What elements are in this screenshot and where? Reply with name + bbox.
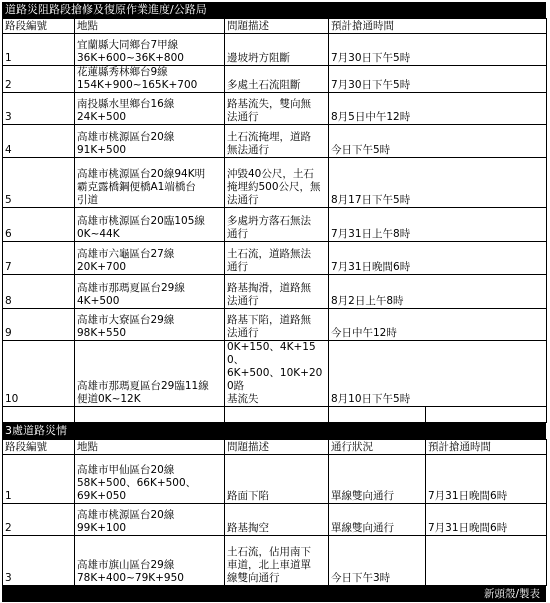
location: 高雄市旗山區台29線 78K+400~79K+950 [75, 536, 225, 586]
section2-title: 3處道路災情 [2, 423, 546, 439]
table-row [3, 125, 547, 158]
table-row [3, 341, 547, 407]
road-damage-table [2, 439, 547, 586]
spacer-row [3, 407, 547, 423]
eta: 7月31日上午8時 [329, 208, 547, 242]
eta: 8月10日下午5時 [329, 341, 547, 407]
table-row [3, 34, 547, 66]
segment-no: 3 [3, 93, 75, 125]
issue: 土石流，道路無法 通行 [225, 242, 329, 275]
header-location: 地點 [75, 19, 225, 34]
eta: 7月31日晚間6時 [329, 242, 547, 275]
eta: 7月30日下午5時 [329, 66, 547, 93]
table-row [3, 455, 547, 504]
location: 南投縣水里鄉台16線 24K+500 [75, 93, 225, 125]
issue: 多處土石流阻斷 [225, 66, 329, 93]
segment-no: 3 [3, 536, 75, 586]
segment-no: 9 [3, 309, 75, 341]
segment-no: 1 [3, 455, 75, 504]
segment-no: 2 [3, 504, 75, 536]
segment-no: 2 [3, 66, 75, 93]
empty-cell [75, 407, 225, 423]
issue: 路基下陷，道路無 法通行 [225, 309, 329, 341]
header-eta: 預計搶通時間 [329, 19, 547, 34]
issue: 土石流掩埋，道路 無法通行 [225, 125, 329, 158]
location: 花蓮縣秀林鄉台9線 154K+900~165K+700 [75, 66, 225, 93]
header-segment-no: 路段編號 [3, 19, 75, 34]
header-row [3, 19, 547, 34]
location: 宜蘭縣大同鄉台7甲線 36K+600~36K+800 [75, 34, 225, 66]
table-row [3, 66, 547, 93]
eta: 今日中午12時 [329, 309, 547, 341]
section1-title: 道路災阻路段搶修及復原作業進度/公路局 [2, 2, 546, 18]
traffic-status: 單線雙向通行 [329, 455, 426, 504]
issue: 0K+150、4K+150、 6K+500、10K+200路 基流失 [225, 341, 329, 407]
header-segment-no: 路段編號 [3, 440, 75, 455]
segment-no: 4 [3, 125, 75, 158]
location: 高雄市那瑪夏區台29臨11線 便道0K~12K [75, 341, 225, 407]
location: 高雄市桃源區台20線 99K+100 [75, 504, 225, 536]
eta: 8月2日上午8時 [329, 275, 547, 309]
issue: 路基掏空 [225, 504, 329, 536]
segment-no: 5 [3, 158, 75, 208]
table-row [3, 309, 547, 341]
location: 高雄市桃源區台20臨105線 0K~44K [75, 208, 225, 242]
header-issue: 問題描述 [225, 440, 329, 455]
segment-no: 1 [3, 34, 75, 66]
issue: 多處坍方落石無法 通行 [225, 208, 329, 242]
issue: 路基流失，雙向無 法通行 [225, 93, 329, 125]
issue: 土石流，佔用南下 車道，北上車道單 線雙向通行 [225, 536, 329, 586]
location: 高雄市桃源區台20線94K明 霸克露橋鋼便橋A1端橋台 引道 [75, 158, 225, 208]
eta: 7月31日晚間6時 [426, 504, 547, 536]
traffic-status: 單線雙向通行 [329, 504, 426, 536]
issue: 路面下陷 [225, 455, 329, 504]
eta: 8月17日下午5時 [329, 158, 547, 208]
table-row [3, 275, 547, 309]
header-location: 地點 [75, 440, 225, 455]
traffic-status: 今日下午3時 [329, 536, 426, 586]
table-row [3, 242, 547, 275]
source-credit: 新頭殼/製表 [2, 586, 546, 602]
empty-cell [225, 407, 329, 423]
location: 高雄市大寮區台29線 98K+550 [75, 309, 225, 341]
eta [426, 536, 547, 586]
issue: 沖毀40公尺，土石 掩埋約500公尺，無 法通行 [225, 158, 329, 208]
table-row [3, 158, 547, 208]
segment-no: 6 [3, 208, 75, 242]
report-sheet [2, 2, 546, 602]
repair-progress-table [2, 18, 547, 423]
header-issue: 問題描述 [225, 19, 329, 34]
location: 高雄市甲仙區台20線 58K+500、66K+500、 69K+050 [75, 455, 225, 504]
header-eta: 預計搶通時間 [426, 440, 547, 455]
table-row [3, 93, 547, 125]
eta: 今日下午5時 [329, 125, 547, 158]
table-row [3, 504, 547, 536]
eta: 8月5日中午12時 [329, 93, 547, 125]
table-row [3, 208, 547, 242]
eta: 7月30日下午5時 [329, 34, 547, 66]
empty-cell [329, 407, 426, 423]
location: 高雄市那瑪夏區台29線 4K+500 [75, 275, 225, 309]
eta: 7月31日晚間6時 [426, 455, 547, 504]
issue: 路基掏滑，道路無 法通行 [225, 275, 329, 309]
segment-no: 8 [3, 275, 75, 309]
table-row [3, 536, 547, 586]
location: 高雄市六龜區台27線 20K+700 [75, 242, 225, 275]
header-status: 通行狀況 [329, 440, 426, 455]
issue: 邊坡坍方阻斷 [225, 34, 329, 66]
location: 高雄市桃源區台20線 91K+500 [75, 125, 225, 158]
header-row [3, 440, 547, 455]
segment-no: 10 [3, 341, 75, 407]
empty-cell [426, 407, 547, 423]
segment-no: 7 [3, 242, 75, 275]
empty-cell [3, 407, 75, 423]
